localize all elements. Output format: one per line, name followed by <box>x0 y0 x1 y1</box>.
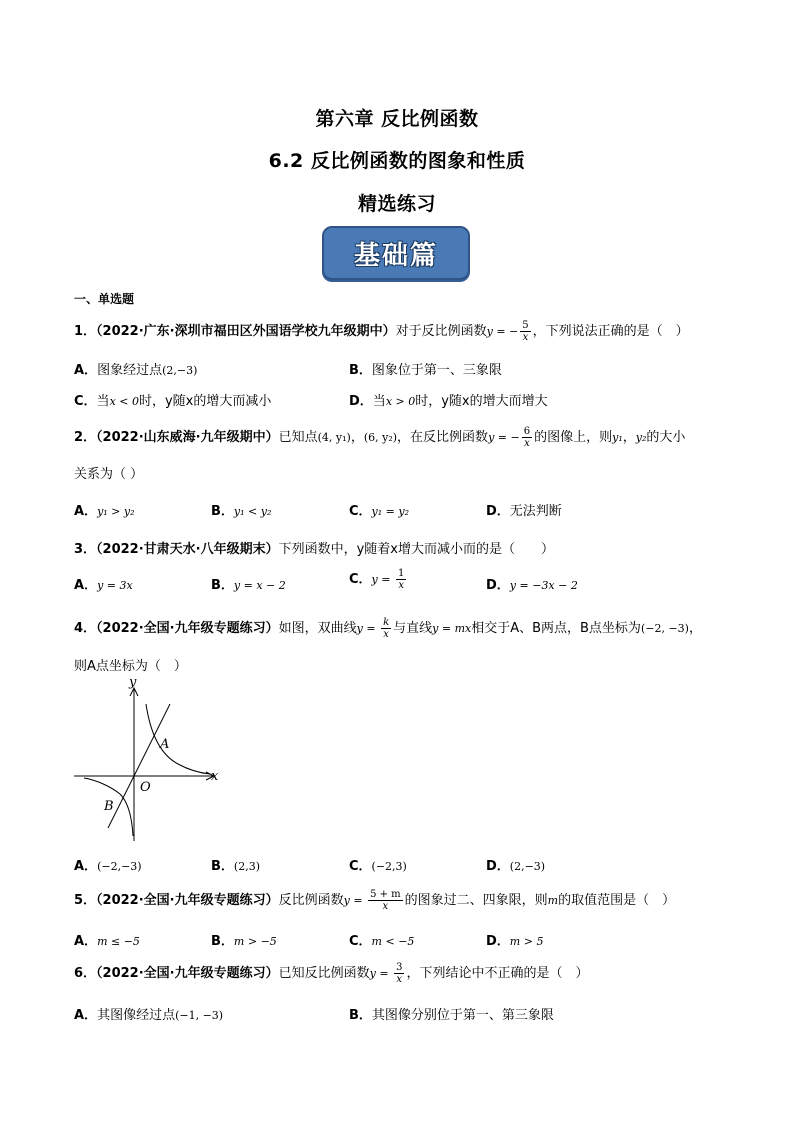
option-b[interactable] <box>349 1004 554 1023</box>
question-number: 4． <box>74 621 97 636</box>
question-text: 的取值范围是（ ） <box>558 893 676 908</box>
question-number: 2． <box>74 430 97 445</box>
question-source: （2022·山东威海·九年级期中） <box>96 430 279 445</box>
point-b-coords: (−2, −3) <box>640 622 689 635</box>
fraction-denominator: x <box>383 629 389 640</box>
question-number: 3． <box>74 542 97 557</box>
section-title: 6.2 反比例函数的图象和性质 <box>268 150 526 172</box>
line-equation: y = mx <box>432 622 472 635</box>
option-d[interactable] <box>486 500 562 519</box>
question-number: 1． <box>74 324 97 339</box>
option-math: y₁ > y₂ <box>97 505 135 518</box>
fraction-numerator: 5 <box>522 320 529 331</box>
question-5 <box>74 889 675 912</box>
question-source: （2022·甘肃天水·八年级期末） <box>96 542 279 557</box>
formula-lhs: y = − <box>486 325 519 338</box>
separator: ， <box>622 430 636 445</box>
option-c[interactable] <box>349 568 408 591</box>
option-math: x > 0 <box>385 395 416 408</box>
option-a[interactable] <box>74 855 142 874</box>
option-d[interactable] <box>349 390 548 409</box>
fraction-numerator: k <box>383 617 390 628</box>
origin-label: O <box>140 780 151 795</box>
option-text: 图象位于第一、三象限 <box>371 363 502 378</box>
option-math: m > −5 <box>233 935 277 948</box>
option-text: 其图像分别位于第一、第三象限 <box>371 1008 554 1023</box>
fraction-denominator: x <box>382 901 389 912</box>
option-label: C． <box>349 859 372 874</box>
question-2 <box>74 426 685 449</box>
option-a[interactable] <box>74 930 140 949</box>
question-4-line-2: 则A点坐标为（ ） <box>74 659 187 674</box>
option-label: B． <box>211 504 234 519</box>
fraction-denominator: x <box>398 580 404 591</box>
fraction <box>381 617 391 640</box>
x-axis-label: x <box>211 769 219 784</box>
option-math: (−2,3) <box>371 860 407 873</box>
question-text: ，下列结论中不正确的是（ ） <box>406 966 589 981</box>
option-d[interactable] <box>486 574 578 593</box>
option-b[interactable] <box>211 500 271 519</box>
option-math: y₁ < y₂ <box>233 505 272 518</box>
option-a[interactable] <box>74 359 197 378</box>
option-text: 当 <box>372 394 386 409</box>
question-source: （2022·全国·九年级专题练习） <box>96 893 279 908</box>
fraction <box>396 568 406 591</box>
option-a[interactable] <box>74 574 133 593</box>
option-math: x < 0 <box>109 395 139 408</box>
fraction-numerator: 5 + m <box>370 889 401 900</box>
fraction-denominator: x <box>522 332 529 343</box>
question-text: 相交于A、B两点，B点坐标为 <box>471 621 641 636</box>
option-math: m ≤ −5 <box>97 935 140 948</box>
fraction-denominator: x <box>396 974 403 985</box>
question-text: 已知点 <box>278 430 318 445</box>
option-label: C． <box>74 394 97 409</box>
var-y2: y₂ <box>635 431 647 444</box>
option-label: C． <box>349 934 372 949</box>
option-math: m > 5 <box>509 935 544 948</box>
option-label: D． <box>486 859 510 874</box>
formula-lhs: y = <box>369 967 393 980</box>
fraction-denominator: x <box>524 438 530 449</box>
point-2: (6, y₂) <box>363 431 398 444</box>
option-d[interactable] <box>486 855 545 874</box>
question-text: 的图象过二、四象限，则 <box>404 893 548 908</box>
option-a[interactable] <box>74 500 135 519</box>
hyperbola-branch-1 <box>146 704 210 774</box>
option-label: B． <box>349 1008 372 1023</box>
option-label: B． <box>211 859 234 874</box>
question-number: 6． <box>74 966 97 981</box>
option-label: A． <box>74 1008 98 1023</box>
separator: ， <box>350 430 364 445</box>
option-math: y = 3x <box>97 579 133 592</box>
option-math: (−2,−3) <box>97 860 142 873</box>
option-math: (2,−3) <box>162 364 198 377</box>
fraction-numerator: 1 <box>397 568 405 579</box>
option-label: D． <box>486 504 510 519</box>
question-6 <box>74 962 588 985</box>
question-2-line-2: 关系为（ ） <box>74 467 144 482</box>
level-badge <box>322 226 470 280</box>
option-label: C． <box>349 504 372 519</box>
option-math: (2,3) <box>233 860 260 873</box>
option-text: 其图像经过点 <box>97 1008 176 1023</box>
option-text: 时，y随x的增大而增大 <box>415 394 548 409</box>
formula-lhs: y = − <box>488 431 520 444</box>
var-y1: y₁ <box>612 431 623 444</box>
option-label: A． <box>74 504 98 519</box>
point-1: (4, y₁) <box>317 431 351 444</box>
option-label: B． <box>211 934 234 949</box>
question-source: （2022·广东·深圳市福田区外国语学校九年级期中） <box>96 324 396 339</box>
question-text: 反比例函数 <box>278 893 344 908</box>
option-b[interactable] <box>211 930 277 949</box>
option-math: y = −3x − 2 <box>509 579 578 592</box>
part-heading: 一、单选题 <box>74 292 135 306</box>
question-text: 与直线 <box>393 621 433 636</box>
formula-lhs: y = <box>343 894 367 907</box>
fraction <box>394 962 404 985</box>
option-math: (2,−3) <box>509 860 546 873</box>
point-b-label: B <box>104 799 114 814</box>
question-text: ，在反比例函数 <box>397 430 489 445</box>
option-c[interactable] <box>349 855 407 874</box>
question-text: 的大小 <box>646 430 686 445</box>
option-label: A． <box>74 859 98 874</box>
question-source: （2022·全国·九年级专题练习） <box>96 966 279 981</box>
level-badge-label: 基础篇 <box>353 240 438 271</box>
fraction-numerator: 3 <box>396 962 403 973</box>
question-source: （2022·全国·九年级专题练习） <box>96 621 279 636</box>
option-math: (−1, −3) <box>175 1009 224 1022</box>
option-label: A． <box>74 363 98 378</box>
fraction <box>368 889 403 912</box>
formula-lhs: y = <box>356 622 380 635</box>
option-c[interactable] <box>349 500 409 519</box>
option-d[interactable] <box>486 930 543 949</box>
y-axis-label: y <box>129 676 137 690</box>
fraction <box>520 320 530 343</box>
option-text: 无法判断 <box>509 504 562 519</box>
fraction-numerator: 6 <box>523 426 531 437</box>
option-b[interactable] <box>211 574 286 593</box>
line-y-mx <box>108 704 170 828</box>
question-1 <box>74 320 689 343</box>
question-text: 下列函数中，y随着x增大而减小而的是（ ） <box>278 542 554 557</box>
option-label: B． <box>349 363 372 378</box>
option-text: 当 <box>96 394 110 409</box>
hyperbola-line-graph <box>74 676 224 841</box>
option-label: B． <box>211 578 234 593</box>
option-a[interactable] <box>74 1004 223 1023</box>
chapter-title: 第六章 反比例函数 <box>315 108 479 130</box>
option-b[interactable] <box>211 855 260 874</box>
question-text: ， <box>688 621 702 636</box>
option-c[interactable] <box>349 930 414 949</box>
subtitle: 精选练习 <box>357 193 436 215</box>
question-3 <box>74 538 554 557</box>
question-text: 对于反比例函数 <box>395 324 487 339</box>
option-text: 时，y随x的增大而减小 <box>138 394 272 409</box>
option-b[interactable] <box>349 359 502 378</box>
option-label: A． <box>74 934 98 949</box>
question-4 <box>74 617 702 640</box>
question-text: ，下列说法正确的是（ ） <box>532 324 689 339</box>
question-text: 已知反比例函数 <box>278 966 370 981</box>
option-c[interactable] <box>74 390 271 409</box>
question-text: 如图，双曲线 <box>278 621 357 636</box>
option-label: D． <box>349 394 373 409</box>
option-math: y₁ = y₂ <box>371 505 410 518</box>
option-label: A． <box>74 578 98 593</box>
question-text: 的图像上，则 <box>534 430 613 445</box>
option-label: C． <box>349 572 372 587</box>
fraction <box>522 426 532 449</box>
option-math: y = <box>371 573 394 586</box>
question-number: 5． <box>74 893 97 908</box>
option-label: D． <box>486 934 510 949</box>
option-text: 图象经过点 <box>97 363 163 378</box>
option-math: m < −5 <box>371 935 415 948</box>
var-m: m <box>547 894 559 907</box>
option-label: D． <box>486 578 510 593</box>
point-a-label: A <box>160 737 170 752</box>
option-math: y = x − 2 <box>233 579 286 592</box>
